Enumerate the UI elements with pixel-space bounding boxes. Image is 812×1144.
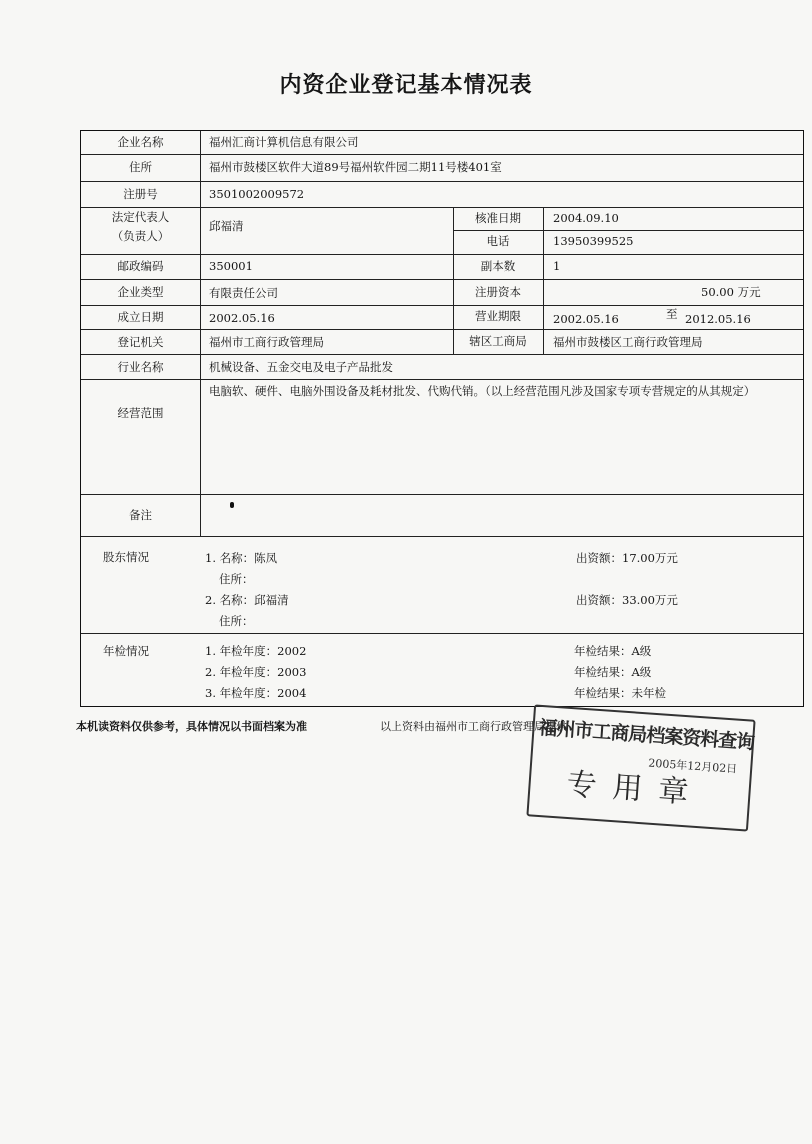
district-bureau-value: 福州市鼓楼区工商行政管理局: [553, 335, 703, 349]
footer-note-left: 本机读资料仅供参考，具体情况以书面档案为准: [76, 720, 307, 733]
legal-rep-sublabel: （负责人）: [111, 229, 170, 243]
operating-period-label: 营业期限: [475, 309, 521, 323]
inspection-result: 年检结果：未年检: [574, 686, 666, 700]
reg-authority-label: 登记机关: [117, 335, 164, 349]
business-scope-value: 电脑软、硬件、电脑外围设备及耗材批发、代购代销。（以上经营范围凡涉及国家专项专营规定的从其规定）: [209, 384, 756, 398]
stamp-top-text: 福州市工商局档案资料查询: [537, 716, 755, 754]
shareholder-address: 住所：: [219, 614, 254, 628]
official-stamp: [526, 704, 755, 831]
inspection-year: 1. 年检年度：2002: [205, 644, 307, 658]
stamp-date: 2005年12月02日: [647, 756, 738, 776]
business-scope-label: 经营范围: [117, 406, 164, 420]
industry-label: 行业名称: [117, 360, 164, 374]
shareholders-label: 股东情况: [103, 550, 149, 564]
address-value: 福州市鼓楼区软件大道89号福州软件园二期11号楼401室: [209, 160, 502, 174]
copies-value: 1: [553, 259, 561, 273]
copies-label: 副本数: [480, 259, 516, 273]
annual-inspection-label: 年检情况: [103, 644, 149, 658]
company-type-label: 企业类型: [117, 285, 164, 299]
legal-rep-value: 邱福清: [209, 219, 244, 233]
approval-date-label: 核准日期: [475, 211, 521, 225]
shareholder-contribution: 出资额：17.00万元: [576, 551, 678, 565]
reg-no-value: 3501002009572: [209, 187, 305, 201]
phone-label: 电话: [486, 234, 510, 248]
company-name-value: 福州汇商计算机信息有限公司: [209, 135, 359, 149]
inspection-result: 年检结果：A级: [574, 665, 652, 679]
established-value: 2002.05.16: [209, 311, 275, 325]
company-name-label: 企业名称: [117, 135, 164, 149]
inspection-year: 2. 年检年度：2003: [205, 665, 307, 679]
remarks-label: 备注: [129, 508, 152, 522]
ink-mark: [230, 502, 234, 508]
stamp-main-text: 专用章: [565, 766, 706, 812]
established-label: 成立日期: [117, 310, 164, 324]
inspection-result: 年检结果：A级: [574, 644, 652, 658]
operating-period-to: 2012.05.16: [685, 312, 751, 326]
reg-capital-value: 50.00 万元: [701, 285, 761, 299]
shareholder-address: 住所：: [219, 572, 254, 586]
footer-note-right: 以上资料由福州市工商行政管理局提供: [380, 720, 567, 733]
reg-authority-value: 福州市工商行政管理局: [209, 335, 324, 349]
reg-no-label: 注册号: [123, 187, 158, 201]
operating-period-to-word: 至: [666, 307, 678, 321]
address-label: 住所: [129, 160, 152, 174]
industry-value: 机械设备、五金交电及电子产品批发: [209, 360, 393, 374]
district-bureau-label: 辖区工商局: [469, 334, 527, 348]
shareholder-name: 2. 名称：邱福清: [205, 593, 289, 607]
legal-rep-label: 法定代表人: [111, 210, 170, 224]
shareholder-name: 1. 名称：陈凤: [205, 551, 278, 565]
company-type-value: 有限责任公司: [209, 286, 278, 300]
operating-period-from: 2002.05.16: [553, 312, 619, 326]
reg-capital-label: 注册资本: [475, 285, 521, 299]
page-title: 内资企业登记基本情况表: [279, 73, 533, 98]
approval-date-value: 2004.09.10: [553, 211, 619, 225]
registration-table: [80, 130, 804, 707]
shareholder-contribution: 出资额：33.00万元: [576, 593, 678, 607]
inspection-year: 3. 年检年度：2004: [205, 686, 307, 700]
postal-code-label: 邮政编码: [117, 259, 164, 273]
postal-code-value: 350001: [209, 259, 253, 273]
phone-value: 13950399525: [553, 234, 634, 248]
